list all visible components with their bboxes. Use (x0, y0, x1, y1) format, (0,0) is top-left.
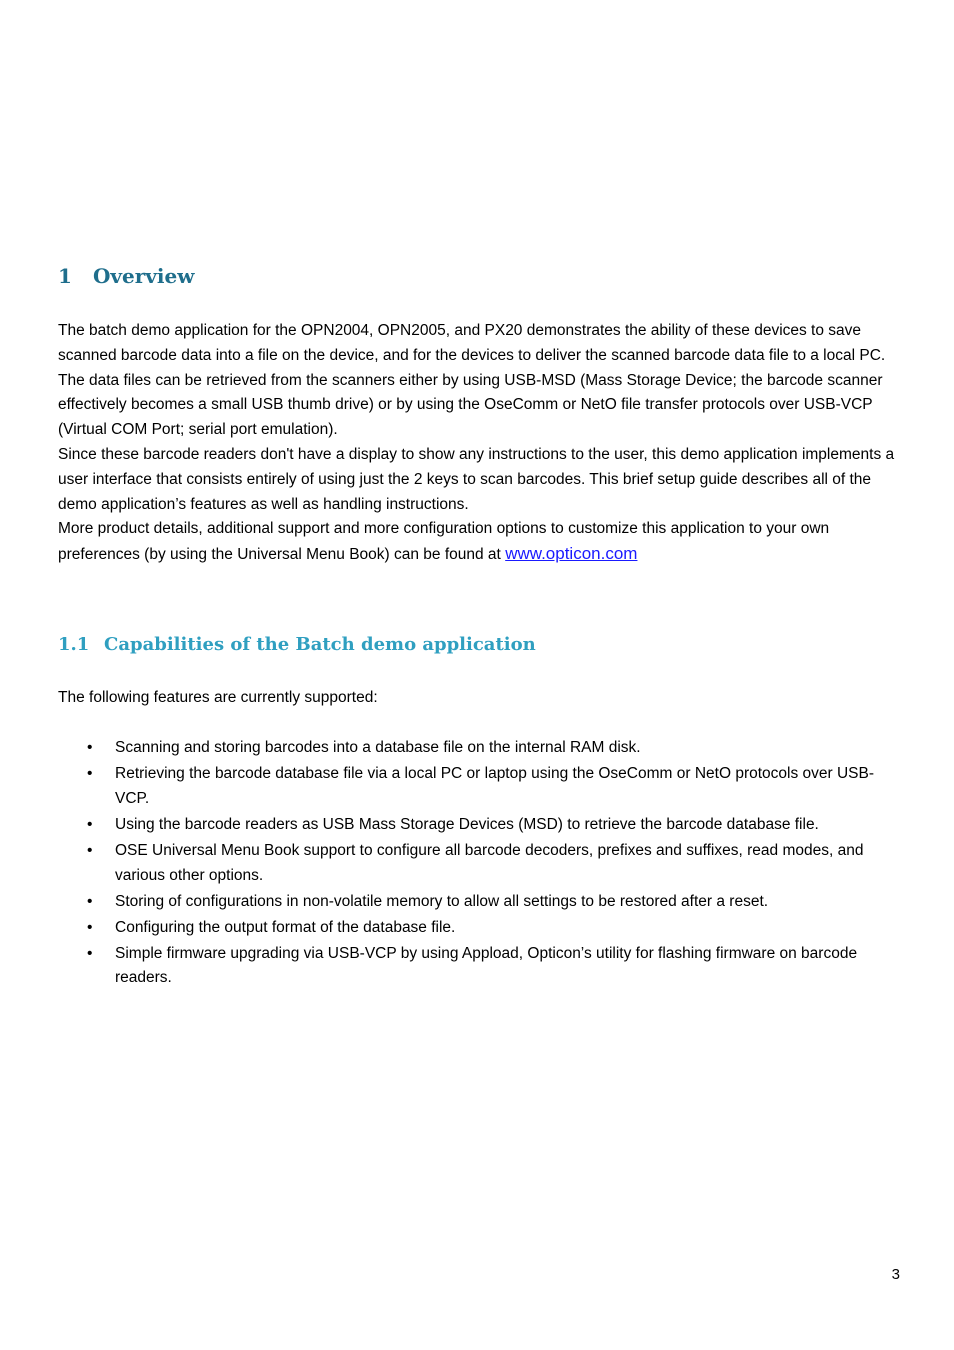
list-item-text: Using the barcode readers as USB Mass Storage Devices (MSD) to retrieve the barcode database file. (115, 815, 819, 833)
bullet-icon: • (87, 944, 93, 962)
bullet-icon: • (87, 815, 93, 833)
subsection-number: 1.1 (58, 634, 90, 655)
list-item (58, 916, 903, 941)
subsection-heading (58, 634, 536, 655)
bullet-icon: • (87, 739, 93, 756)
overview-paragraph: Since these barcode readers don't have a display to show any instructions to the user, this demo application implements a user interface that consists entirely of using just the 2 keys to scan barcodes. This brief setup guide describes all of the demo application’s features as well as handling instructions. (58, 445, 895, 513)
list-item-text: Storing of configurations in non-volatile memory to allow all settings to be restored after a reset. (115, 892, 769, 910)
list-item (58, 813, 903, 838)
opticon-link[interactable]: www.opticon.com (505, 544, 638, 564)
overview-paragraph-last (58, 517, 903, 568)
bullet-icon: • (87, 892, 93, 910)
subsection-title: Capabilities of the Batch demo application (104, 634, 536, 655)
features-list (58, 736, 903, 992)
bullet-icon: • (87, 764, 93, 782)
list-item-text: Simple firmware upgrading via USB-VCP by using Appload, Opticon’s utility for flashing firmware on barcode readers. (115, 944, 858, 987)
section-heading (58, 264, 194, 288)
list-item-text: Retrieving the barcode database file via a local PC or laptop using the OseComm or NetO protocols over USB-VCP. (115, 764, 875, 807)
list-item-text: OSE Universal Menu Book support to configure all barcode decoders, prefixes and suffixes, read modes, and various other options. (115, 841, 864, 884)
bullet-icon: • (87, 841, 93, 859)
list-item (58, 762, 903, 812)
section-title: Overview (93, 264, 195, 288)
overview-paragraph: The data files can be retrieved from the scanners either by using USB-MSD (Mass Storage Device; the barcode scanner effectively becomes a small USB thumb drive) or by using the OseComm or NetO file transfer protocols over USB-VCP (Virtual COM Port; serial port emulation). (58, 371, 883, 439)
list-item (58, 942, 903, 992)
overview-paragraph: The batch demo application for the OPN2004, OPN2005, and PX20 demonstrates the ability of these devices to save scanned barcode data into a file on the device, and for the devices to deliver the scanned barcode data file to a local PC. (58, 322, 886, 364)
bullet-icon: • (87, 918, 93, 936)
page-number: 3 (891, 1266, 900, 1283)
list-item (58, 736, 903, 761)
features-intro: The following features are currently supported: (58, 689, 378, 706)
list-item (58, 839, 903, 889)
overview-text (58, 319, 903, 568)
list-item (58, 890, 903, 915)
list-item-text: Scanning and storing barcodes into a database file on the internal RAM disk. (115, 739, 641, 756)
overview-last-text: More product details, additional support and more configuration options to customize this application to your own preferences (by using the Universal Menu Book) can be found at (58, 520, 830, 564)
section-number: 1 (58, 264, 72, 288)
list-item-text: Configuring the output format of the database file. (115, 918, 456, 936)
